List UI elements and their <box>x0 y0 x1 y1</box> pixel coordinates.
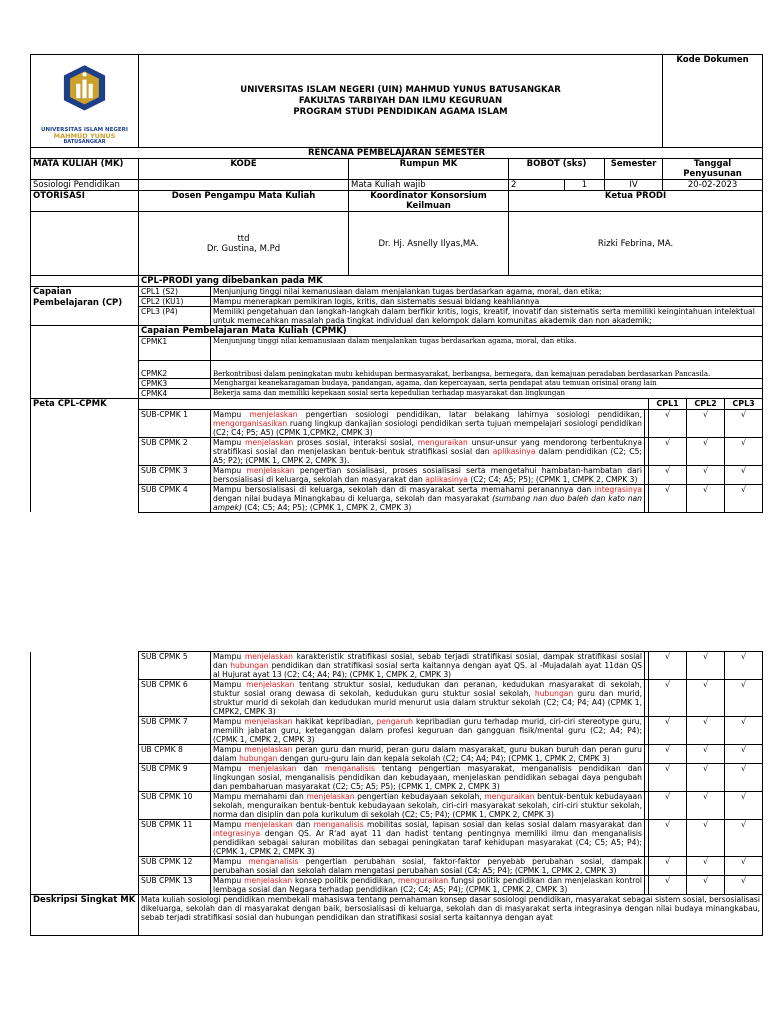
cpl2-code: CPL2 (KU1) <box>139 297 211 307</box>
highlighted-verb: menjelaskan <box>249 409 298 419</box>
sub-cpmk-text-part: bentuk-bentuk kebudayaan sekolah, menguraikan bentuk-bentuk kebudayaan sekolah, ciri-ciri masyarakat sekolah, ciri-ciri stuktur sekolah, norma dan disiplin dan pola kurikulum di sekolah (C2; C5; P4); (CPMK 1, CMPK 2, CMPK 3) <box>213 792 643 819</box>
uin-logo <box>33 57 136 127</box>
sub-cpmk-text-part: Mampu <box>213 717 245 726</box>
check-mark-cpl2: √ <box>687 680 725 717</box>
sub-cpmk-left-blank <box>31 820 139 857</box>
sub-cpmk-list-2 <box>31 652 763 895</box>
cpmk2-text: Berkontribusi dalam peningkatan mutu kehidupan bermasyarakat, berbangsa, bernegara, dan kemajuan peradaban berdasarkan Pancasila. <box>211 361 763 379</box>
check-mark-cpl3: √ <box>725 764 763 792</box>
sub-cpmk-text <box>211 465 645 484</box>
highlighted-verb: menganalisis <box>248 857 299 866</box>
header-bobot: BOBOT (sks) <box>509 159 605 180</box>
sub-cpmk-code: SUB CPMK 12 <box>139 857 211 876</box>
sub-cpmk-text-part: Mampu <box>213 745 245 754</box>
sub-cpmk-left-blank <box>31 680 139 717</box>
peta-table-1 <box>30 398 763 513</box>
check-mark-cpl3: √ <box>725 820 763 857</box>
highlighted-verb: menjelaskan <box>246 465 295 475</box>
highlighted-verb: hubungan <box>239 754 278 763</box>
cpmk3-text: Menghargai keanekaragaman budaya, pandangan, agama, dan kepercayaan, serta pendapat atau temuan orisinal orang lain <box>211 379 763 389</box>
sub-cpmk-left-blank <box>31 652 139 680</box>
highlighted-verb: menjelaskan <box>244 652 293 661</box>
highlighted-verb: integrasinya <box>594 484 642 494</box>
sub-cpmk-text-part: dan <box>296 764 325 773</box>
sub-cpmk-text-part: Mampu memahami dan <box>213 792 307 801</box>
sub-cpmk-text <box>211 652 645 680</box>
sub-cpmk-text <box>211 820 645 857</box>
rps-header-table <box>30 54 763 276</box>
header-rumpun: Rumpun MK <box>349 159 509 180</box>
sub-cpmk-row <box>31 764 763 792</box>
check-mark-cpl2: √ <box>687 857 725 876</box>
sub-cpmk-text-part: Mampu <box>213 820 245 829</box>
sub-cpmk-text <box>211 437 645 465</box>
sub-cpmk-text <box>211 857 645 876</box>
sub-cpmk-code: SUB CPMK 11 <box>139 820 211 857</box>
rps-page-2 <box>30 651 762 936</box>
highlighted-verb: menjelaskan <box>245 437 294 447</box>
header-semester: Semester <box>605 159 663 180</box>
sub-cpmk-text <box>211 717 645 745</box>
logo-line-1: UNIVERSITAS ISLAM NEGERI <box>41 127 128 133</box>
highlighted-verb: menjelaskan <box>244 820 293 829</box>
header-tanggal: Tanggal Penyusunan <box>663 159 763 180</box>
highlighted-verb: hubungan <box>534 689 574 698</box>
sub-cpmk-row <box>31 652 763 680</box>
deskripsi-text: Mata kuliah sosiologi pendidikan membekali mahasiswa tentang pemahaman konsep dasar sosiologi pendidikan, masyarakat sebagai sistem sosial, bersosialisasi dikeluarga, sekolah dan di masyarakat dengan baik, bersosialisasi di keluarga, sekolah dan di masyarakat serta integrasinya dengan nilai budaya minangkabau, sebab terjadi stratifikasi sosial dan hubungan pendidikan dan stratifikasi sosial serta kaitannya dengan ayat <box>139 895 763 936</box>
sub-cpmk-code: SUB CPMK 10 <box>139 792 211 820</box>
kaprodi-label: Ketua PRODI <box>509 191 763 212</box>
sub-cpmk-text-part: ruang lingkup dankajian sosiologi pendidikan serta tujuan mempelajari sosiologi pendidikan (C2; C4; P5; A5) (CPMK 1,CPMK2, CMPK 3) <box>213 418 642 437</box>
cpmk4-text: Bekerja sama dan memiliki kepekaan sosial serta kepedulian terhadap masyarakat dan lingkungan <box>211 389 763 399</box>
cp-label: Capaian Pembelajaran (CP) <box>31 287 139 326</box>
sub-cpmk-list-1 <box>31 409 763 512</box>
rps-title: RENCANA PEMBELAJARAN SEMESTER <box>31 148 763 159</box>
sub-cpmk-row <box>31 876 763 895</box>
sub-cpmk-text <box>211 792 645 820</box>
sub-cpmk-code: SUB CPMK 7 <box>139 717 211 745</box>
check-mark-cpl2: √ <box>687 745 725 764</box>
sub-cpmk-text-part: pengertian perubahan sosial, faktor-faktor penyebab perubahan sosial, dampak perubahan sosial dan sekolah dalam mengatasi perubahan sosial (C4; A5; P4); (CPMK 1, CPMK 2, CMPK 3) <box>213 857 642 875</box>
sub-cpmk-row <box>31 484 763 512</box>
dosen-signature <box>139 212 349 276</box>
sub-cpmk-text-part: Mampu <box>213 409 250 419</box>
sub-cpmk-text-part: pengertian sosialisasi, proses sosialisasi serta mengetahui hambatan-hambatan dari bersosialisasi di keluarga, sekolah dan masyarakat dan <box>213 465 642 484</box>
highlighted-verb: integrasinya <box>213 829 261 838</box>
check-mark-cpl1: √ <box>649 484 687 512</box>
cpl2-text: Mampu menerapkan pemikiran logis, kritis, dan sistematis sesuai bidang keahliannya <box>211 297 763 307</box>
highlighted-verb: mengorganisasikan <box>213 418 288 428</box>
highlighted-verb: pengaruh <box>376 717 413 726</box>
highlighted-verb: menjelaskan <box>306 792 355 801</box>
check-mark-cpl3: √ <box>725 484 763 512</box>
koordinator-label: Koordinator Konsorsium Keilmuan <box>349 191 509 212</box>
peta-col-cpl2: CPL2 <box>687 399 725 410</box>
sub-cpmk-text-part: Mampu <box>213 857 249 866</box>
sub-cpmk-text-part: dengan nilai budaya Minangkabau di keluarga, sekolah dan masyarakat <box>213 493 493 503</box>
cp-table <box>30 275 763 399</box>
sub-cpmk-text-part: tentang struktur sosial, kedudukan dan peranan, kedudukan masyarakat di sekolah, stuktur sosial orang dewasa di sekolah, kedudukan guru stuktur sosial sekolah, <box>213 680 642 698</box>
check-mark-cpl2: √ <box>687 437 725 465</box>
highlighted-verb: menjelaskan <box>244 717 293 726</box>
sub-cpmk-text-part: (sumbang nan duo baleh dan kato nan ampek) <box>213 493 642 512</box>
cpl1-text: Menjunjung tinggi nilai kemanusiaan dalam menjalankan tugas berdasarkan agama, moral, dan etika; <box>211 287 763 297</box>
check-mark-cpl3: √ <box>725 409 763 437</box>
header-mata-kuliah: MATA KULIAH (MK) <box>31 159 139 180</box>
check-mark-cpl1: √ <box>649 465 687 484</box>
check-mark-cpl2: √ <box>687 820 725 857</box>
check-mark-cpl2: √ <box>687 792 725 820</box>
check-mark-cpl3: √ <box>725 680 763 717</box>
check-mark-cpl3: √ <box>725 465 763 484</box>
sub-cpmk-text-part: tentang pengertian masyarakat, menganalisis pendidikan dan lingkungan sosial, menganalisis pendidikan dan kebudayaan, menjelaskan pendidikan sebagai daya pengubah dan pembaharuan masyarakat (C2; C5; A5; P5); (CPMK 1, CMPK 2, CMPK 3) <box>213 764 642 791</box>
check-mark-cpl1: √ <box>649 820 687 857</box>
sub-cpmk-text-part: hakikat kepribadian, <box>292 717 377 726</box>
sub-cpmk-text-part: unsur-unsur yang mendorong terbentuknya stratifikasi sosial dan menjelaskan bentuk-bentuk stratifikasi sosial dan <box>213 437 642 456</box>
sub-cpmk-text-part: dalam pendidikan (C2; C5; A5; P2); (CPMK 1, CMPK 2, CMPK 3). <box>213 446 642 465</box>
cpl3-text: Memiliki pengetahuan dan langkah-langkah dalam berfikir kritis, logis, kreatif, inovatif dan sistematis serta memiliki keingintahuan intelektual untuk memecahkan masalah pada tingkat individual dan kelompok dalam komunitas akademik dan non akademik; <box>211 307 763 326</box>
sub-cpmk-text-part: dengan guru-guru lain dan kepala sekolah (C2; C4; A4; P4); (CPMK 1, CPMK 2, CMPK 3) <box>277 754 610 763</box>
check-mark-cpl3: √ <box>725 652 763 680</box>
highlighted-verb: menganalisis <box>313 820 364 829</box>
sub-cpmk-row <box>31 437 763 465</box>
deskripsi-label: Deskripsi Singkat MK <box>31 895 139 936</box>
highlighted-verb: menjelaskan <box>244 745 293 754</box>
cp-blank <box>31 276 139 287</box>
institution-title <box>139 55 663 148</box>
sub-cpmk-row <box>31 820 763 857</box>
sub-cpmk-row <box>31 717 763 745</box>
highlighted-verb: menjelaskan <box>248 764 297 773</box>
sub-cpmk-text-part: Mampu <box>213 437 246 447</box>
sub-cpmk-code: SUB CPMK 9 <box>139 764 211 792</box>
check-mark-cpl1: √ <box>649 409 687 437</box>
check-mark-cpl1: √ <box>649 792 687 820</box>
sub-cpmk-text-part: fungsi politik pendidikan dan menjelaskan kontrol lembaga sosial dan Negara terhadap pendidikan (C2; C4; A5; P4); (CPMK 1, CPMK 2, CMPK 3) <box>213 876 642 894</box>
sub-cpmk-text-part: konsep politik pendidikan, <box>292 876 398 885</box>
sub-cpmk-text-part: Mampu <box>213 680 247 689</box>
sub-cpmk-text-part: Mampu <box>213 652 245 661</box>
sub-cpmk-text-part: peran guru dan murid, peran guru dalam masyarakat, guru bukan buruh dan peran guru dalam <box>213 745 642 763</box>
check-mark-cpl2: √ <box>687 764 725 792</box>
otorisasi-blank <box>31 212 139 276</box>
kaprodi-name: Rizki Febrina, MA. <box>509 212 763 276</box>
cpl1-code: CPL1 (S2) <box>139 287 211 297</box>
sub-cpmk-left-blank <box>31 465 139 484</box>
highlighted-verb: aplikasinya <box>492 446 536 456</box>
check-mark-cpl2: √ <box>687 409 725 437</box>
highlighted-verb: hubungan <box>230 661 269 670</box>
check-mark-cpl1: √ <box>649 764 687 792</box>
sub-cpmk-text-part: pengertian sosiologi pendidikan, latar belakang lahirnya sosiologi pendidikan, <box>297 409 643 419</box>
rps-page-1 <box>30 54 762 513</box>
sub-cpmk-left-blank <box>31 764 139 792</box>
sub-cpmk-row <box>31 857 763 876</box>
sub-cpmk-text <box>211 876 645 895</box>
sub-cpmk-left-blank <box>31 792 139 820</box>
university-name: UNIVERSITAS ISLAM NEGERI (UIN) MAHMUD YUNUS BATUSANGKAR <box>240 84 561 95</box>
sub-cpmk-text-part: (C4; C5; A4; P5); (CPMK 1, CMPK 2, CMPK 3) <box>241 502 412 512</box>
check-mark-cpl2: √ <box>687 465 725 484</box>
sub-cpmk-text-part: proses sosial, interaksi sosial, <box>293 437 418 447</box>
peta-col-cpl3: CPL3 <box>725 399 763 410</box>
cpmk1-text: Menjunjung tinggi nilai kemanusiaan dalam menjalankan tugas berdasarkan agama, moral, dan etika. <box>211 337 763 361</box>
cpl3-code: CPL3 (P4) <box>139 307 211 326</box>
course-rumpun: Mata Kuliah wajib <box>349 180 509 191</box>
sub-cpmk-text-part: (C2; C4; A5; P5); (CPMK 1, CMPK 2, CMPK 3) <box>467 474 638 484</box>
check-mark-cpl1: √ <box>649 876 687 895</box>
sub-cpmk-row <box>31 680 763 717</box>
cpmk1-code: CPMK1 <box>139 337 211 361</box>
sub-cpmk-text-part: mobilitas sosial, lapisan sosial dan kelas sosial dalam masyarakat dan <box>363 820 642 829</box>
sub-cpmk-left-blank <box>31 484 139 512</box>
check-mark-cpl2: √ <box>687 652 725 680</box>
sub-cpmk-text-part: kepribadian guru terhadap murid, ciri-ciri stereotype guru, memilih jabatan guru, keteganggan dalam profesi keguruan dan gangguan fisik/mental guru (C2; A4; P4); (CPMK 1, CMPK 2, CMPK 3) <box>213 717 642 744</box>
sub-cpmk-text-part: Mampu <box>213 876 245 885</box>
sub-cpmk-left-blank <box>31 717 139 745</box>
peta-col-cpl1: CPL1 <box>649 399 687 410</box>
logo-text <box>33 127 136 145</box>
sub-cpmk-code: SUB CPMK 5 <box>139 652 211 680</box>
sub-cpmk-text-part: Mampu <box>213 764 249 773</box>
check-mark-cpl2: √ <box>687 484 725 512</box>
sub-cpmk-code: SUB CPMK 6 <box>139 680 211 717</box>
course-name: Sosiologi Pendidikan <box>31 180 139 191</box>
check-mark-cpl2: √ <box>687 876 725 895</box>
sub-cpmk-text-part: Mampu bersosialisasi di keluarga, sekolah dan di masyarakat serta memahami peranannya dan <box>213 484 595 494</box>
logo-line-3: BATUSANGKAR <box>63 139 106 145</box>
highlighted-verb: menguraikan <box>417 437 468 447</box>
course-semester: IV <box>605 180 663 191</box>
sub-cpmk-left-blank <box>31 876 139 895</box>
cpl-prodi-label: CPL-PRODI yang dibebankan pada MK <box>139 276 763 287</box>
sub-cpmk-text-part: pendidikan dan stratifikasi sosial serta kaitannya dengan ayat QS. al -Mujadalah ayat 11dan QS al Hujurat ayat 13 (C2; C4; A4; P4); (CPMK 1, CMPK 2, CMPK 3) <box>213 661 642 679</box>
sub-cpmk-code: UB CPMK 8 <box>139 745 211 764</box>
sub-cpmk-text-part: dan <box>292 820 314 829</box>
header-kode: KODE <box>139 159 349 180</box>
check-mark-cpl3: √ <box>725 876 763 895</box>
sub-cpmk-text <box>211 745 645 764</box>
sub-cpmk-row <box>31 465 763 484</box>
peta-label: Peta CPL-CPMK <box>31 399 139 410</box>
otorisasi-label: OTORISASI <box>31 191 139 212</box>
check-mark-cpl1: √ <box>649 745 687 764</box>
sub-cpmk-code: SUB CPMK 2 <box>139 437 211 465</box>
course-sks-2: 1 <box>565 180 605 191</box>
sub-cpmk-text-part: Mampu <box>213 465 247 475</box>
sub-cpmk-row <box>31 745 763 764</box>
sub-cpmk-code: SUB CPMK 13 <box>139 876 211 895</box>
check-mark-cpl2: √ <box>687 717 725 745</box>
highlighted-verb: menguraikan <box>484 792 535 801</box>
check-mark-cpl3: √ <box>725 792 763 820</box>
sub-cpmk-row <box>31 792 763 820</box>
sub-cpmk-text-part: pengertian kebudayaan sekolah, <box>354 792 485 801</box>
logo-line-2: MAHMUD YUNUS <box>53 132 116 140</box>
logo-cell <box>31 55 139 148</box>
dosen-label: Dosen Pengampu Mata Kuliah <box>139 191 349 212</box>
sub-cpmk-text <box>211 764 645 792</box>
faculty-name: FAKULTAS TARBIYAH DAN ILMU KEGURUAN <box>298 95 503 106</box>
check-mark-cpl1: √ <box>649 717 687 745</box>
sub-cpmk-text-part: dengan QS. Ar R'ad ayat 11 dan hadist tentang pentingnya memiliki ilmu dan menganalisis pendidikan sebagai saluran mobilitas dan sebagai peningkatan taraf kehidupan masyarakat (C4; C5; A5; P4); (CPMK 1, CPMK 2, CMPK 3) <box>213 829 642 856</box>
highlighted-verb: menjelaskan <box>244 876 293 885</box>
highlighted-verb: aplikasinya <box>425 474 468 484</box>
check-mark-cpl1: √ <box>649 680 687 717</box>
sub-cpmk-code: SUB-CPMK 1 <box>139 409 211 437</box>
course-sks-1: 2 <box>509 180 565 191</box>
check-mark-cpl3: √ <box>725 437 763 465</box>
peta-header-blank <box>139 399 649 410</box>
check-mark-cpl3: √ <box>725 857 763 876</box>
sub-cpmk-text-part: guru dan murid, struktur murid di sekolah dan kedudukan murid menurut usia dalam struktur sekolah (C2; C4; P4; A4) (CPMK 1, CMPK2, CMPK 3) <box>213 689 643 716</box>
check-mark-cpl3: √ <box>725 717 763 745</box>
check-mark-cpl3: √ <box>725 745 763 764</box>
check-mark-cpl1: √ <box>649 857 687 876</box>
sub-cpmk-left-blank <box>31 857 139 876</box>
sub-cpmk-left-blank <box>31 409 139 437</box>
cpmk3-code: CPMK3 <box>139 379 211 389</box>
cpmk-label: Capaian Pembelajaran Mata Kuliah (CPMK) <box>139 326 763 337</box>
check-mark-cpl1: √ <box>649 652 687 680</box>
check-mark-cpl1: √ <box>649 437 687 465</box>
sub-cpmk-code: SUB CPMK 4 <box>139 484 211 512</box>
sub-cpmk-code: SUB CPMK 3 <box>139 465 211 484</box>
kode-dokumen: Kode Dokumen <box>663 55 763 148</box>
ttd-text: ttd <box>237 233 250 244</box>
sub-cpmk-text-part: karakteristik stratifikasi sosial, sebab terjadi stratifikasi sosial, dampak stratifikasi sosial dan <box>213 652 642 670</box>
program-name: PROGRAM STUDI PENDIDIKAN AGAMA ISLAM <box>293 106 508 117</box>
koordinator-name: Dr. Hj. Asnelly Ilyas,MA. <box>349 212 509 276</box>
dosen-name: Dr. Gustina, M.Pd <box>206 243 281 254</box>
sub-cpmk-text <box>211 680 645 717</box>
cpmk2-code: CPMK2 <box>139 361 211 379</box>
sub-cpmk-text <box>211 409 645 437</box>
sub-cpmk-text <box>211 484 645 512</box>
sub-cpmk-row <box>31 409 763 437</box>
sub-cpmk-left-blank <box>31 437 139 465</box>
course-kode <box>139 180 349 191</box>
course-tanggal: 20-02-2023 <box>663 180 763 191</box>
cpmk-blank <box>31 326 139 399</box>
peta-table-2 <box>30 651 763 936</box>
highlighted-verb: menjelaskan <box>246 680 295 689</box>
highlighted-verb: menganalisis <box>324 764 375 773</box>
sub-cpmk-left-blank <box>31 745 139 764</box>
cpmk4-code: CPMK4 <box>139 389 211 399</box>
highlighted-verb: menguraikan <box>398 876 449 885</box>
